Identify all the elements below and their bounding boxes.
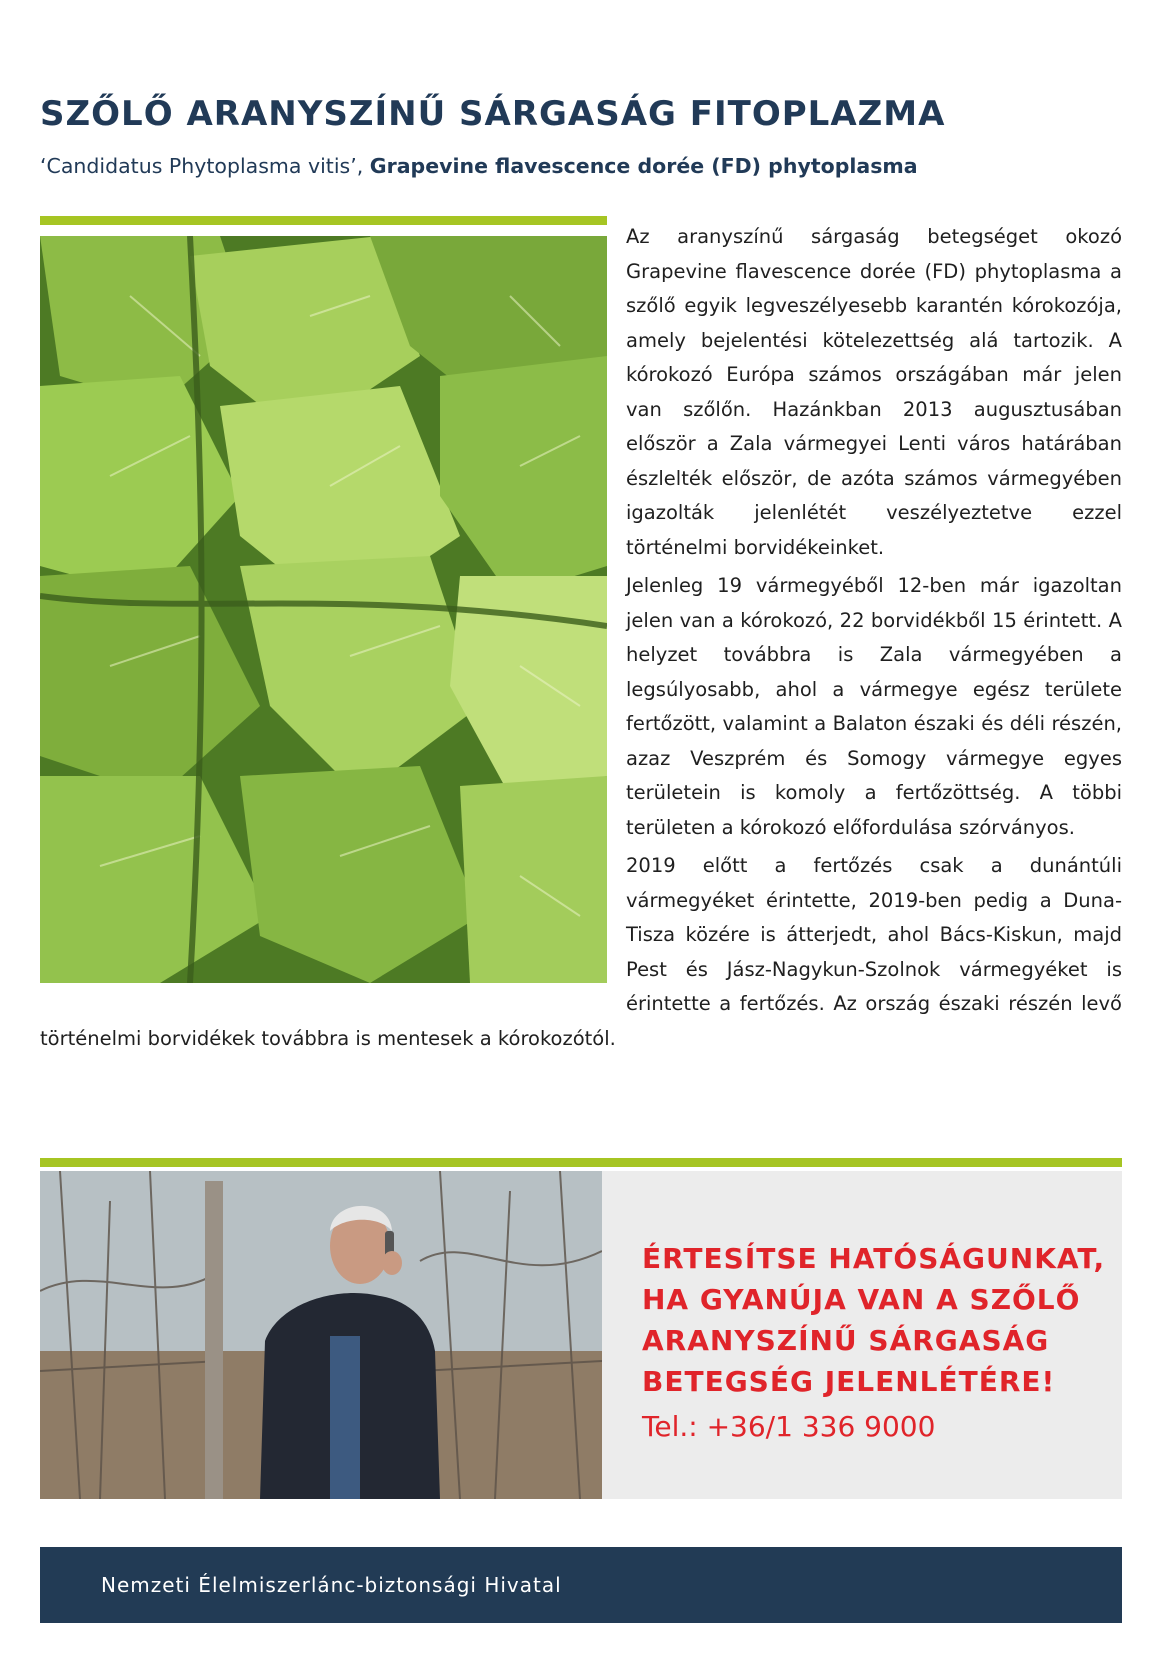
subtitle-common-name: Grapevine flavescence dorée (FD) phytoplasma: [369, 154, 918, 178]
man-on-phone-photo: [40, 1171, 602, 1499]
article-body: [40, 220, 1122, 1060]
page-title: SZŐLŐ ARANYSZÍNŰ SÁRGASÁG FITOPLAZMA: [40, 94, 946, 134]
footer-bar: [40, 1547, 1122, 1623]
photo-wrap-spacer: [40, 220, 626, 998]
article-paragraph: Jelenleg 19 vármegyéből 12-ben már igazoltan jelen van a kórokozó, 22 borvidékből 15 érintett. A helyzet továbbra is Zala vármegyében a legsúlyosabb, ahol a vármegye egész területe fertőzött, valamint a Balaton északi és déli részén, azaz Veszprém és Somogy vármegye egyes területein is komoly a fertőzöttség. A többi területen a kórokozó előfordulása szórványos.: [626, 574, 1122, 839]
article-paragraph: 2019 előtt a fertőzés csak a dunántúli vármegyéket érintette, 2019-ben pedig a Duna-Tisza közére is átterjedt, ahol Bács-Kiskun, majd Pest és Jász-Nagykun-Szolnok vármegyéket is érintette a fertőzés. Az ország északi részén levő történelmi borvidékek továbbra is mentesek a kórokozótól.: [40, 854, 1122, 1050]
notice-phone-number[interactable]: Tel.: +36/1 336 9000: [642, 1410, 936, 1443]
footer-organization: Nemzeti Élelmiszerlánc-biztonsági Hivatal: [101, 1573, 562, 1597]
page-subtitle: [40, 154, 918, 178]
subtitle-scientific-name: ‘Candidatus Phytoplasma vitis’,: [40, 154, 370, 178]
article-paragraph: Az aranyszínű sárgaság betegséget okozó Grapevine flavescence dorée (FD) phytoplasma a szőlő egyik legveszélyesebb karantén kórokozója, amely bejelentési kötelezettség alá tartozik. A kórokozó Európa számos országában már jelen van szőlőn. Hazánkban 2013 augusztusában először a Zala vármegyei Lenti város határában észlelték először, de azóta számos vármegyében igazolták jelenlétét veszélyeztetve ezzel történelmi borvidékeinket.: [626, 225, 1122, 559]
notice-accent-bar: [40, 1158, 1122, 1167]
notice-heading: ÉRTESÍTSE HATÓSÁGUNKAT, HA GYANÚJA VAN A SZŐLŐ ARANYSZÍNŰ SÁRGASÁG BETEGSÉG JELENLÉTÉRE!: [642, 1242, 1106, 1398]
